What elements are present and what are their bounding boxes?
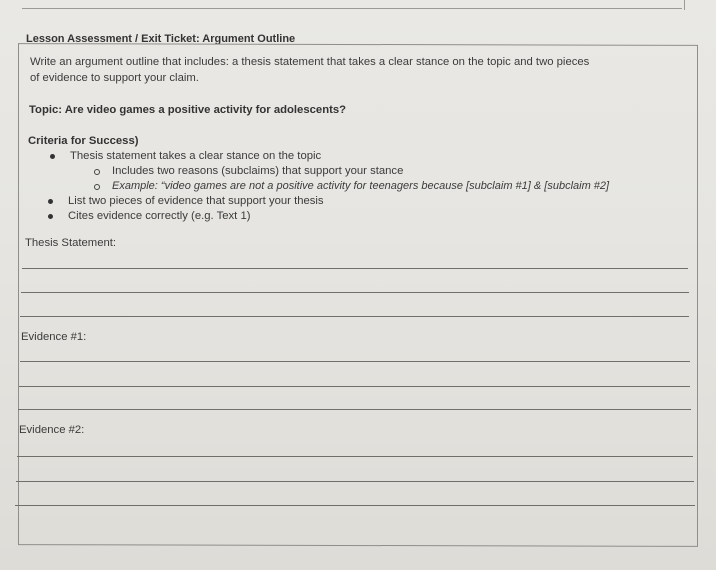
evidence-1-answer-line[interactable] (20, 361, 690, 362)
thesis-answer-line[interactable] (22, 268, 688, 269)
thesis-label: Thesis Statement: (25, 237, 117, 249)
criteria-item: Cites evidence correctly (e.g. Text 1) (68, 210, 251, 222)
criteria-example: Example: “video games are not a positive activity for teenagers because [subclaim #1] & [subclaim #2] (112, 180, 610, 192)
thesis-answer-line[interactable] (21, 292, 689, 293)
criteria-item: Thesis statement takes a clear stance on the topic (70, 150, 322, 162)
evidence-2-answer-line[interactable] (16, 481, 694, 482)
evidence-2-answer-line[interactable] (15, 505, 695, 506)
intro-line-1: Write an argument outline that includes: a thesis statement that takes a clear stance on the topic and two pieces (30, 56, 590, 68)
worksheet-frame (18, 43, 698, 547)
top-rule (22, 8, 682, 9)
intro-line-2: of evidence to support your claim. (30, 72, 199, 84)
criteria-heading: Criteria for Success) (28, 135, 139, 147)
worksheet-title: Lesson Assessment / Exit Ticket: Argument Outline (26, 33, 296, 45)
criteria-subitem: Includes two reasons (subclaims) that support your stance (112, 165, 404, 177)
evidence-1-answer-line[interactable] (18, 409, 691, 410)
topic-question: Topic: Are video games a positive activity for adolescents? (29, 104, 347, 116)
evidence-2-answer-line[interactable] (17, 456, 693, 457)
top-rule-edge (684, 0, 685, 10)
thesis-answer-line[interactable] (20, 316, 689, 317)
evidence-2-label: Evidence #2: (19, 424, 85, 436)
evidence-1-answer-line[interactable] (19, 386, 690, 387)
evidence-1-label: Evidence #1: (21, 331, 87, 343)
criteria-item: List two pieces of evidence that support your thesis (68, 195, 324, 207)
